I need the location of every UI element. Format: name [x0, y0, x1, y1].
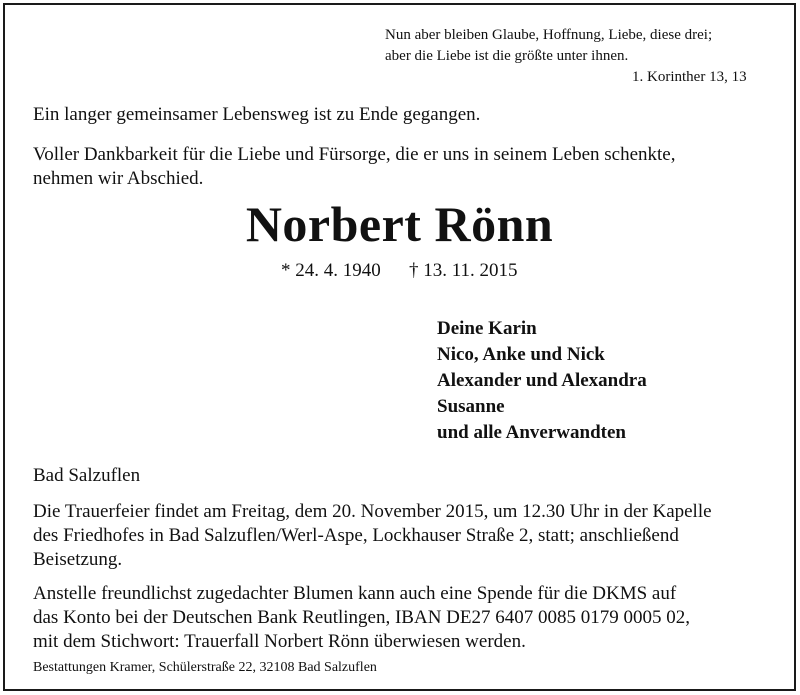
birth-date: * 24. 4. 1940: [281, 260, 381, 281]
mourner-name: Susanne: [437, 396, 505, 417]
mourner-name: Deine Karin: [437, 318, 537, 339]
mourners-list: [437, 316, 647, 446]
intro-thanks-line-1: Voller Dankbarkeit für die Liebe und Fürsorge, die er uns in seinem Leben schenkte,: [33, 144, 676, 165]
deceased-name: Norbert Rönn: [245, 196, 554, 252]
location: Bad Salzuflen: [33, 465, 141, 486]
verse-line-2: aber die Liebe ist die größte unter ihnen.: [385, 48, 629, 64]
verse-reference: 1. Korinther 13, 13: [632, 69, 747, 85]
intro-line: Ein langer gemeinsamer Lebensweg ist zu Ende gegangen.: [33, 104, 481, 125]
obituary-frame: [3, 3, 796, 691]
mourner-name: Nico, Anke und Nick: [437, 344, 605, 365]
donation-line-3: mit dem Stichwort: Trauerfall Norbert Rönn überwiesen werden.: [33, 631, 526, 652]
verse-line-1: Nun aber bleiben Glaube, Hoffnung, Liebe, diese drei;: [385, 27, 713, 43]
death-date: † 13. 11. 2015: [409, 260, 518, 281]
intro-thanks-line-2: nehmen wir Abschied.: [33, 168, 204, 189]
donation-line-2: das Konto bei der Deutschen Bank Reutlingen, IBAN DE27 6407 0085 0179 0005 02,: [33, 607, 690, 628]
ceremony-line-1: Die Trauerfeier findet am Freitag, dem 20. November 2015, um 12.30 Uhr in der Kapelle: [33, 501, 712, 522]
donation-line-1: Anstelle freundlichst zugedachter Blumen kann auch eine Spende für die DKMS auf: [33, 583, 677, 604]
ceremony-line-3: Beisetzung.: [33, 549, 123, 570]
mourner-name: Alexander und Alexandra: [437, 370, 647, 391]
ceremony-line-2: des Friedhofes in Bad Salzuflen/Werl-Aspe, Lockhauser Straße 2, statt; anschließend: [33, 525, 679, 546]
funeral-home-footer: Bestattungen Kramer, Schülerstraße 22, 32108 Bad Salzuflen: [33, 660, 377, 675]
mourner-name: und alle Anverwandten: [437, 422, 626, 443]
